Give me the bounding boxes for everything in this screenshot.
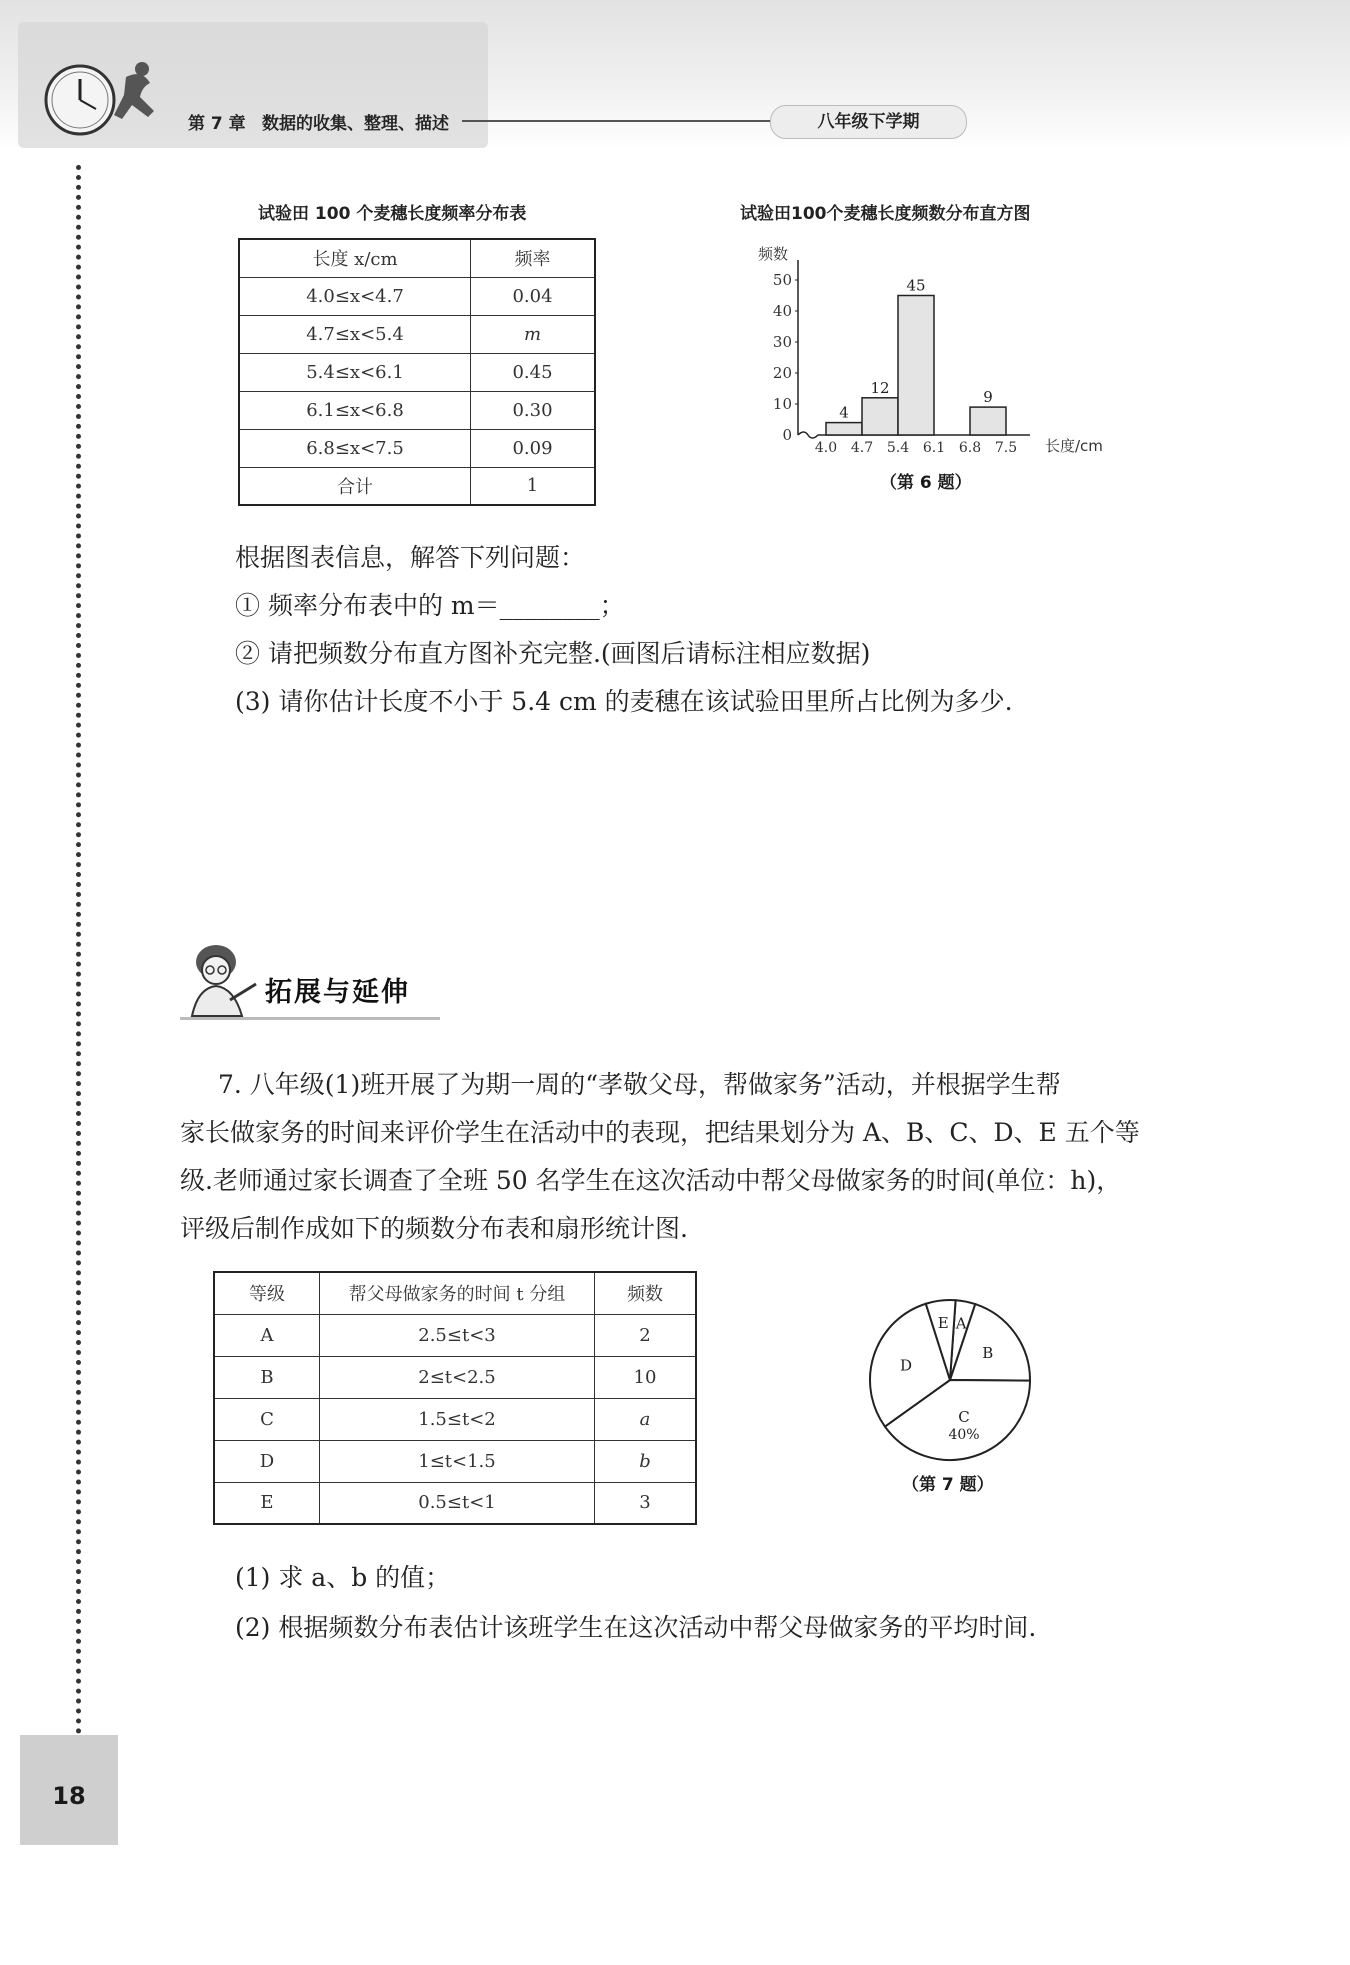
table-cell: 0.30: [471, 391, 596, 429]
table-cell: 6.1≤x<6.8: [239, 391, 471, 429]
table-cell: A: [214, 1314, 320, 1356]
q7-figure-label: （第 7 题）: [902, 1475, 994, 1495]
table-cell: a: [595, 1398, 697, 1440]
pie-chart: [860, 1290, 1040, 1470]
q6-item-3: (3) 请你估计长度不小于 5.4 cm 的麦穗在该试验田里所占比例为多少.: [235, 687, 1013, 716]
pie-slice-label: C: [958, 1408, 970, 1427]
table-cell: 1: [471, 467, 596, 505]
table-cell: 1.5≤t<2: [320, 1398, 595, 1440]
q7-item-2: (2) 根据频数分布表估计该班学生在这次活动中帮父母做家务的平均时间.: [235, 1613, 1037, 1642]
q7-item-1: (1) 求 a、b 的值；: [235, 1563, 451, 1592]
table-header-cell: 长度 x/cm: [239, 239, 471, 277]
binding-dotted-line: [76, 165, 81, 1735]
q7-text-line: 评级后制作成如下的频数分布表和扇形统计图.: [180, 1214, 688, 1243]
table-cell: 4.7≤x<5.4: [239, 315, 471, 353]
y-tick-label: 10: [772, 395, 792, 413]
table-header-cell: 帮父母做家务的时间 t 分组: [320, 1272, 595, 1314]
pie-slice-label: E: [937, 1313, 949, 1332]
table-cell: C: [214, 1398, 320, 1440]
page-number: 18: [52, 1782, 86, 1810]
clock-runner-logo: [38, 55, 178, 145]
q6-item-2: ② 请把频数分布直方图补充完整.(画图后请标注相应数据): [235, 639, 871, 668]
table-cell: 2≤t<2.5: [320, 1356, 595, 1398]
table-row: [239, 353, 595, 391]
x-tick-label: 7.5: [994, 440, 1018, 456]
table-header-row: [214, 1272, 696, 1314]
pie-slice-label: B: [982, 1343, 994, 1362]
x-tick-label: 4.0: [814, 440, 838, 456]
y-tick-label: 30: [772, 333, 792, 351]
bar-value-label: 9: [983, 388, 993, 407]
table-cell: 4.0≤x<4.7: [239, 277, 471, 315]
table-cell: 3: [595, 1482, 697, 1524]
table-row: [239, 467, 595, 505]
pie-slice-label: D: [899, 1356, 912, 1375]
table-header-cell: 频率: [471, 239, 596, 277]
q6-prompt: 根据图表信息，解答下列问题：: [235, 543, 586, 572]
q7-text-line: 级.老师通过家长调查了全班 50 名学生在这次活动中帮父母做家务的时间(单位：h)，: [180, 1166, 1122, 1195]
q7-frequency-table: [213, 1271, 697, 1525]
table-row: [239, 277, 595, 315]
histogram-x-ticks: [815, 440, 1017, 456]
x-tick-label: 6.8: [958, 440, 982, 456]
x-tick-label: 5.4: [886, 440, 910, 456]
table-cell: 2: [595, 1314, 697, 1356]
teacher-illustration: [178, 940, 258, 1018]
table-row: [239, 315, 595, 353]
x-tick-label: 6.1: [922, 440, 946, 456]
bar-value-label: 45: [906, 276, 926, 295]
table-cell: E: [214, 1482, 320, 1524]
histogram-bar: [826, 423, 862, 435]
table-cell: 0.09: [471, 429, 596, 467]
table-row: [239, 429, 595, 467]
y-tick-label: 0: [782, 426, 792, 444]
histogram-xlabel: 长度/cm: [1045, 437, 1103, 455]
table-row: [214, 1398, 696, 1440]
histogram-chart: [740, 235, 1120, 460]
table-header-cell: 等级: [214, 1272, 320, 1314]
q6-item-1: ① 频率分布表中的 m＝________；: [235, 591, 625, 620]
table-cell: 合计: [239, 467, 471, 505]
table-row: [214, 1440, 696, 1482]
table-row: [214, 1314, 696, 1356]
histogram-y-ticks: [773, 271, 798, 444]
pie-slice-percent: 40%: [948, 1427, 980, 1444]
table-cell: 5.4≤x<6.1: [239, 353, 471, 391]
bar-value-label: 4: [839, 403, 849, 422]
y-tick-label: 40: [772, 302, 792, 320]
section-title: 拓展与延伸: [265, 977, 410, 1008]
chapter-number: 第 7 章: [188, 114, 246, 134]
histogram-bars: [826, 277, 1006, 436]
histogram-bar: [862, 398, 898, 435]
grade-badge: 八年级下学期: [770, 105, 967, 139]
table-cell: m: [471, 315, 596, 353]
q7-text-line: 7. 八年级(1)班开展了为期一周的“孝敬父母，帮做家务”活动，并根据学生帮: [218, 1070, 1061, 1099]
table-header-row: [239, 239, 595, 277]
table-cell: 0.04: [471, 277, 596, 315]
table-row: [214, 1482, 696, 1524]
table-cell: B: [214, 1356, 320, 1398]
chapter-title: 数据的收集、整理、描述: [262, 114, 449, 134]
table-cell: 2.5≤t<3: [320, 1314, 595, 1356]
table-row: [239, 391, 595, 429]
histogram-bar: [970, 407, 1006, 435]
q6-table-caption: 试验田 100 个麦穗长度频率分布表: [258, 204, 527, 224]
pie-slice-label: A: [955, 1314, 967, 1333]
table-cell: 10: [595, 1356, 697, 1398]
header-rule: [462, 120, 772, 122]
section-underline: [180, 1017, 440, 1020]
x-tick-label: 4.7: [850, 440, 874, 456]
y-tick-label: 50: [772, 271, 792, 289]
q6-figure-label: （第 6 题）: [880, 473, 972, 493]
table-cell: 0.5≤t<1: [320, 1482, 595, 1524]
histogram-title: 试验田100个麦穗长度频数分布直方图: [740, 204, 1031, 224]
q6-frequency-table: [238, 238, 596, 506]
y-tick-label: 20: [772, 364, 792, 382]
table-header-cell: 频数: [595, 1272, 697, 1314]
table-cell: 0.45: [471, 353, 596, 391]
table-cell: D: [214, 1440, 320, 1482]
table-cell: 6.8≤x<7.5: [239, 429, 471, 467]
histogram-bar: [898, 296, 934, 436]
table-cell: 1≤t<1.5: [320, 1440, 595, 1482]
histogram-ylabel: 频数: [758, 245, 789, 263]
table-cell: b: [595, 1440, 697, 1482]
table-row: [214, 1356, 696, 1398]
q7-text-line: 家长做家务的时间来评价学生在活动中的表现，把结果划分为 A、B、C、D、E 五个等: [180, 1118, 1140, 1147]
bar-value-label: 12: [870, 378, 890, 397]
